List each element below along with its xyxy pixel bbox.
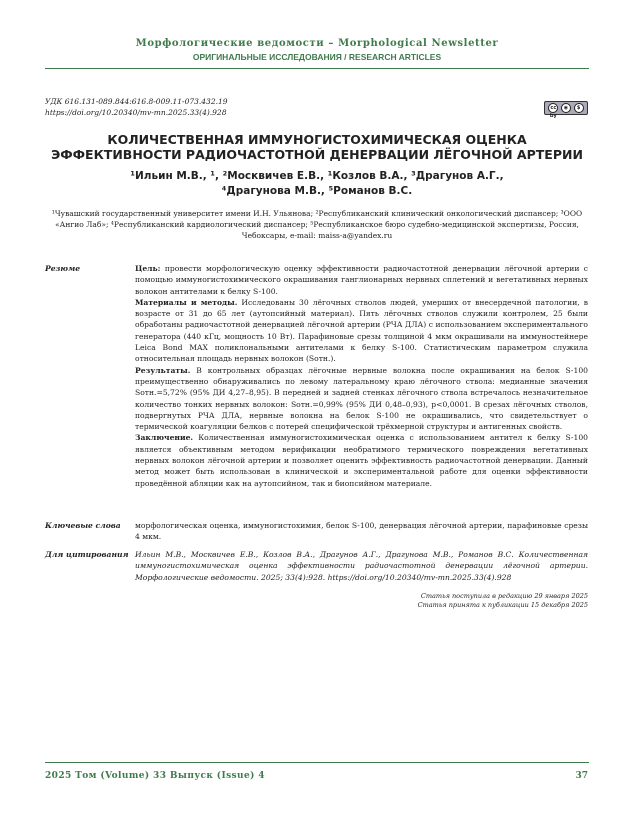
article-meta (45, 96, 228, 118)
received-date: Статья поступила в редакцию 29 января 2025 (420, 592, 588, 600)
aim-heading: Цель: (135, 264, 161, 273)
footer-divider (45, 762, 589, 763)
page-number: 37 (575, 771, 588, 781)
keywords-label: Ключевые слова (45, 521, 121, 530)
citation-label: Для цитирования (45, 550, 129, 559)
methods-heading: Материалы и методы. (135, 297, 238, 307)
article-dates (300, 592, 588, 610)
section-title: ОРИГИНАЛЬНЫЕ ИССЛЕДОВАНИЯ / RESEARCH ARTICLES (192, 52, 442, 62)
affiliations: ¹Чувашский государственный университет имени И.Н. Ульянова; ²Республиканский клинический онкологический диспансер; ³ООО «Ангио Лаб»; ⁴Республиканский кардиологический диспансер; ⁵Республиканское бюро судебно-медицинской экспертизы, Россия, Чебоксары, e-mail: maiss-a@yandex.ru (51, 209, 583, 240)
nc-icon: $ (574, 103, 584, 113)
conclusion-text: Количественная иммуногистохимическая оценка с использованием антител к белку S-100 является объективным методом верификации необратимого термического повреждения вегетативных нервных волокон лёгочной артерии и позволяет оценить эффективность радиочастотной денервации. Данный метод может быть использован в клинической и экспериментальной работе для оценки эффективности проведённой абляции как на аутопсийном, так и биопсийном материале. (135, 433, 588, 488)
authors (45, 169, 589, 199)
conclusion-heading: Заключение. (135, 433, 194, 443)
authors-line-1: ¹Ильин М.В., ¹, ²Москвичев Е.В., ¹Козлов В.А., ³Драгунов А.Г., (130, 170, 504, 182)
accepted-date: Статья принята к публикации 15 декабря 2025 (417, 601, 588, 609)
udk-code: УДК 616.131-089.844:616.8-009.11-073.432.19 (45, 97, 228, 106)
methods-text: Исследованы 30 лёгочных стволов людей, умерших от внесердечной патологии, в возрасте от 31 до 65 лет (аутопсийный материал). Пять лёгочных стволов служили контролем, 25 были обработаны радиочастотной денервацией лёгочной артерии (РЧА ДЛА) с использованием экспериментального генератора (440 кГц, мощность 10 Вт). Парафиновые срезы толщиной 4 мкм окрашивали на иммуностейнере Leica Bond MAX поликлональными антителами к белку S-100. Статистическим параметром служила относительная площадь нервных волокон (Sотн.). (135, 297, 588, 364)
cc-license-badge[interactable] (544, 101, 588, 119)
header-divider (45, 68, 589, 69)
abstract-label: Резюме (45, 264, 81, 273)
abstract (135, 263, 588, 489)
keywords-text: морфологическая оценка, иммуногистохимия, белок S-100, денервация лёгочной артерии, парафиновые срезы 4 мкм. (135, 521, 588, 542)
issue-info: 2025 Том (Volume) 33 Выпуск (Issue) 4 (45, 771, 265, 781)
authors-line-2: ⁴Драгунова М.В., ⁵Романов В.С. (221, 185, 413, 197)
doi-link[interactable]: https://doi.org/10.20340/mv-mn.2025.33(4).928 (45, 108, 227, 117)
results-text: В контрольных образцах лёгочные нервные волокна после окрашивания на белок S-100 преимущественно обнаруживались по левому латеральному краю лёгочного ствола: медианные значения Sотн.=5,72% (95% ДИ 4,27–8,95). В передней и задней стенках лёгочного ствола встречалось незначительное количество тонких нервных волокон: Sотн.=0,99% (95% ДИ 0,48–0,93), p<0,0001. В срезах лёгочных стволов, подвергнутых РЧА ДЛА, нервные волокна на белок S-100 не окрашивались, что свидетельствует о термической коагуляции белков с потерей специфической трёхмерной структуры и антигенных свойств. (135, 365, 588, 432)
results-heading: Результаты. (135, 365, 191, 375)
citation-text: Ильин М.В., Москвичев Е.В., Козлов В.А., Драгунов А.Г., Драгунова М.В., Романов В.С. Количественная иммуногистохимическая оценка эффективности радиочастотной денервации лёгочной артерии. Морфологические ведомости. 2025; 33(4):928. https://doi.org/10.20340/mv-mn.2025.33(4).928 (135, 550, 588, 582)
aim-text: провести морфологическую оценку эффективности радиочастотной денервации лёгочной артерии с помощью иммуногистохимического окрашивания ганглионарных нервных сплетений и вегетативных нервных волокон антителами к белку S-100. (135, 264, 588, 296)
article-title: КОЛИЧЕСТВЕННАЯ ИММУНОГИСТОХИМИЧЕСКАЯ ОЦЕНКА ЭФФЕКТИВНОСТИ РАДИОЧАСТОТНОЙ ДЕНЕРВАЦИИ ЛЁГОЧНОЙ АРТЕРИИ (51, 132, 583, 162)
cc-icon: cc by (549, 105, 557, 119)
journal-title: Морфологические ведомости – Morphological Newsletter (135, 38, 499, 49)
by-icon: ◉ (561, 103, 571, 113)
